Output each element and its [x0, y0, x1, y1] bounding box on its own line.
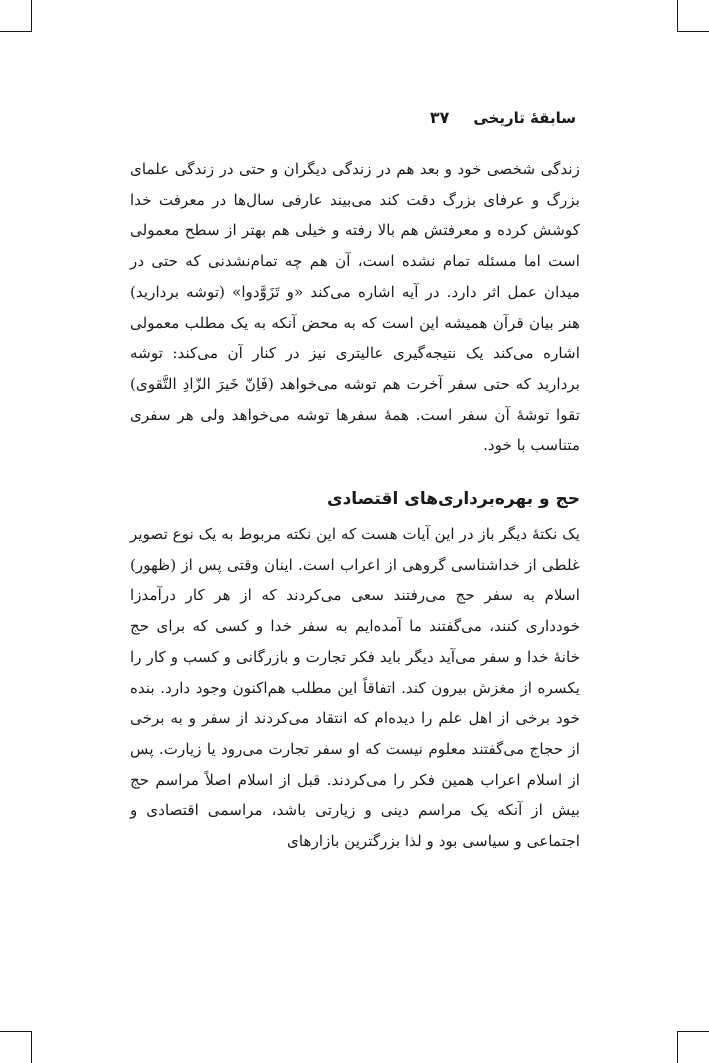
crop-mark-top-right-horizontal: [677, 31, 709, 32]
crop-mark-top-right-vertical: [677, 0, 678, 32]
crop-mark-bottom-right-vertical: [677, 1031, 678, 1063]
running-title: سابقهٔ تاریخی: [473, 109, 576, 127]
page-number: ۳۷: [429, 108, 450, 127]
body-paragraph-2: یک نکتهٔ دیگر باز در این آیات هست که این نکته مربوط به یک نوع تصویر غلطی از خداشناسی گروهی از اعراب است. اینان وقتی پس از (ظهور) اسلام به سفر حج می‌رفتند سعی می‌کردند که از هر کار درآمدزا خودداری کنند، می‌گفتند ما آمده‌ایم به سفر خدا و کسی که برای حج خانهٔ خدا و سفر می‌آید دیگر باید فکر تجارت و بازرگانی و کسب و کار را یکسره از مغزش بیرون کند. اتفاقاً این مطلب هم‌اکنون وجود دارد. بنده خود برخی از اهل علم را دیده‌ام که انتقاد می‌کردند از سفر و به برخی از حجاج می‌گفتند معلوم نیست که او سفر تجارت می‌رود یا زیارت. پس از اسلام اعراب همین فکر را می‌کردند. قبل از اسلام اصلاً مراسم حج بیش از آنکه یک مراسم دینی و زیارتی باشد، مراسمی اقتصادی و اجتماعی و سیاسی بود و لذا بزرگترین بازارهای: [130, 525, 580, 851]
running-head: [130, 108, 580, 144]
crop-mark-bottom-left-horizontal: [0, 1031, 32, 1032]
crop-mark-bottom-right-horizontal: [677, 1031, 709, 1032]
section-heading: حج و بهره‌برداری‌های اقتصادی: [326, 489, 580, 510]
body-paragraph-1: زندگی شخصی خود و بعد هم در زندگی دیگران و حتی در زندگی علمای بزرگ و عرفای بزرگ دقت کند می‌بیند عارفی سال‌ها در معرفت خدا کوشش کرده و معرفتش هم بالا رفته و خیلی هم بهتر از سطح معمولی است اما مسئله تمام نشده است، آن هم چه تمام‌نشدنی که حتی در میدان عمل اثر دارد. در آیه اشاره می‌کند «و تَزَوَّدوا» (توشه بردارید) هنر بیان قرآن همیشه این است که به محض آنکه به یک مطلب معمولی اشاره می‌کند یک نتیجه‌گیری عالیتری نیز در کنار آن می‌کند: توشه بردارید که حتی سفر آخرت هم توشه می‌خواهد (فَاِنّ خَیرَ الزّادِ التَّقوی) تقوا توشهٔ آن سفر است. همهٔ سفرها توشه می‌خواهد ولی هر سفری متناسب با خود.: [130, 160, 580, 455]
book-page: [130, 108, 580, 857]
crop-mark-top-left-vertical: [31, 0, 32, 32]
crop-mark-bottom-left-vertical: [31, 1031, 32, 1063]
crop-mark-top-left-horizontal: [0, 31, 32, 32]
